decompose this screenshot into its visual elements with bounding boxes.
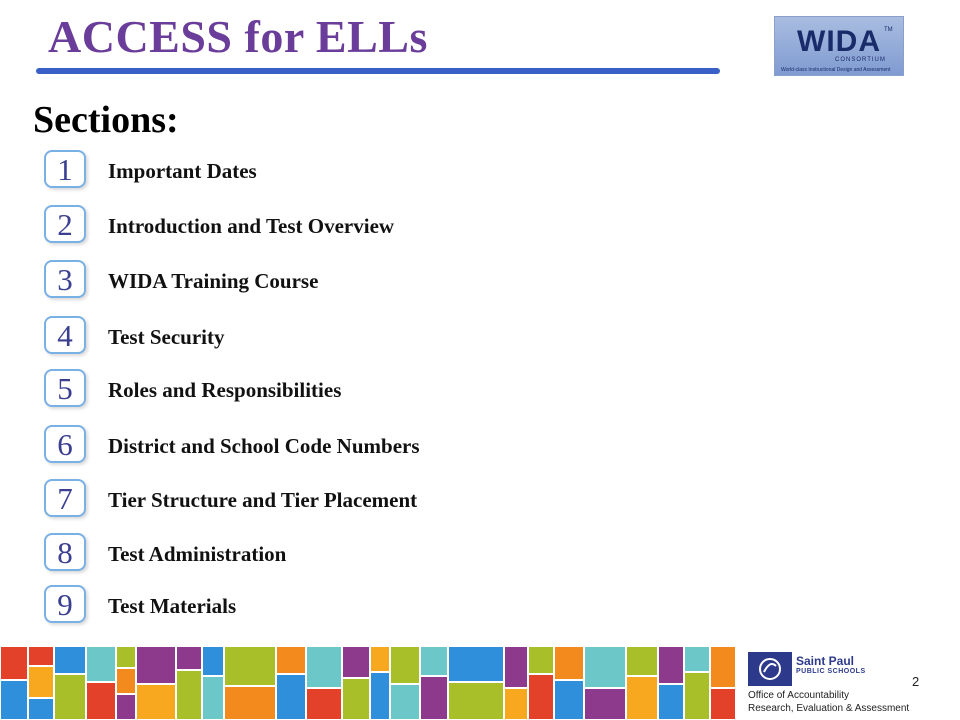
section-label: WIDA Training Course bbox=[108, 269, 319, 293]
title-underline bbox=[36, 68, 720, 74]
section-number-badge: 1 bbox=[44, 150, 86, 188]
section-number-badge: 3 bbox=[44, 260, 86, 298]
section-number-badge: 2 bbox=[44, 205, 86, 243]
section-label: Important Dates bbox=[108, 159, 257, 183]
school-name: Saint Paul bbox=[796, 654, 855, 668]
section-number-badge: 7 bbox=[44, 479, 86, 517]
slide-title: ACCESS for ELLs bbox=[48, 11, 428, 62]
section-item bbox=[44, 260, 604, 300]
sections-heading: Sections: bbox=[33, 99, 179, 141]
office-line-2: Research, Evaluation & Assessment bbox=[748, 703, 910, 714]
section-label: Test Security bbox=[108, 325, 225, 349]
section-item bbox=[44, 479, 604, 519]
office-line-1: Office of Accountability bbox=[748, 690, 849, 701]
page-number: 2 bbox=[912, 674, 920, 689]
section-label: Introduction and Test Overview bbox=[108, 214, 395, 238]
section-item bbox=[44, 316, 604, 356]
wida-logo-subtitle: CONSORTIUM bbox=[835, 57, 886, 63]
decorative-mosaic-band bbox=[0, 646, 736, 720]
section-number-badge: 5 bbox=[44, 369, 86, 407]
section-label: Roles and Responsibilities bbox=[108, 378, 342, 402]
section-item bbox=[44, 150, 604, 190]
school-subtitle: PUBLIC SCHOOLS bbox=[796, 668, 866, 675]
section-label: Test Materials bbox=[108, 594, 237, 618]
section-item bbox=[44, 425, 604, 465]
section-number-badge: 6 bbox=[44, 425, 86, 463]
section-number-badge: 8 bbox=[44, 533, 86, 571]
section-label: Tier Structure and Tier Placement bbox=[108, 488, 418, 512]
section-number-badge: 4 bbox=[44, 316, 86, 354]
section-label: District and School Code Numbers bbox=[108, 434, 420, 458]
wida-logo-tagline: World-class Instructional Design and Assessment bbox=[781, 67, 891, 73]
section-item bbox=[44, 205, 604, 245]
wida-logo-name: WIDA bbox=[797, 25, 881, 58]
section-item bbox=[44, 585, 604, 625]
wida-logo-trademark: TM bbox=[884, 27, 893, 33]
section-item bbox=[44, 369, 604, 409]
section-number-badge: 9 bbox=[44, 585, 86, 623]
wida-logo bbox=[774, 16, 904, 76]
section-label: Test Administration bbox=[108, 542, 287, 566]
section-item bbox=[44, 533, 604, 573]
